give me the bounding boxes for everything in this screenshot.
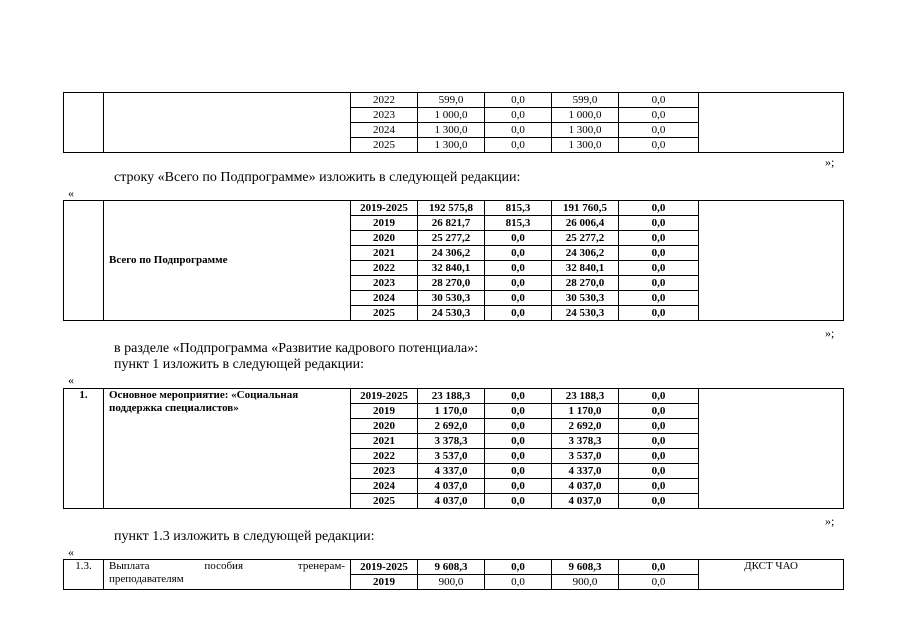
federal-cell: 0,0: [485, 464, 552, 479]
year-cell: 2023: [351, 108, 418, 123]
table-continuation: [63, 92, 844, 153]
total-cell: 900,0: [418, 575, 485, 590]
federal-cell: 815,3: [485, 201, 552, 216]
local-cell: 0,0: [619, 479, 699, 494]
total-cell: 4 337,0: [418, 464, 485, 479]
regional-cell: 599,0: [552, 93, 619, 108]
year-cell: 2019-2025: [351, 560, 418, 575]
federal-cell: 0,0: [485, 389, 552, 404]
regional-cell: 4 037,0: [552, 494, 619, 509]
paragraph: строку «Всего по Подпрограмме» изложить в следующей редакции:: [114, 170, 521, 185]
local-cell: 0,0: [619, 434, 699, 449]
federal-cell: 0,0: [485, 123, 552, 138]
federal-cell: 0,0: [485, 93, 552, 108]
regional-cell: 32 840,1: [552, 261, 619, 276]
total-cell: 3 537,0: [418, 449, 485, 464]
paragraph: в разделе «Подпрограмма «Развитие кадрового потенциала»:: [114, 341, 479, 356]
local-cell: 0,0: [619, 575, 699, 590]
num-cell: 1.: [64, 389, 104, 509]
regional-cell: 28 270,0: [552, 276, 619, 291]
open-quote: «: [68, 186, 74, 200]
year-cell: 2023: [351, 464, 418, 479]
open-quote: «: [68, 373, 74, 387]
label-cell: Всего по Подпрограмме: [104, 201, 351, 321]
year-cell: 2023: [351, 276, 418, 291]
federal-cell: 815,3: [485, 216, 552, 231]
close-quote: »;: [825, 155, 835, 169]
regional-cell: 1 300,0: [552, 123, 619, 138]
total-cell: 30 530,3: [418, 291, 485, 306]
paragraph: пункт 1 изложить в следующей редакции:: [114, 357, 364, 372]
federal-cell: 0,0: [485, 291, 552, 306]
regional-cell: 23 188,3: [552, 389, 619, 404]
year-cell: 2022: [351, 93, 418, 108]
local-cell: 0,0: [619, 494, 699, 509]
year-cell: 2019-2025: [351, 389, 418, 404]
year-cell: 2021: [351, 434, 418, 449]
federal-cell: 0,0: [485, 246, 552, 261]
total-cell: 28 270,0: [418, 276, 485, 291]
year-cell: 2024: [351, 479, 418, 494]
local-cell: 0,0: [619, 261, 699, 276]
label-cell: Основное мероприятие: «Социальная поддержка специалистов»: [104, 389, 351, 509]
open-quote: «: [68, 545, 74, 559]
federal-cell: 0,0: [485, 575, 552, 590]
federal-cell: 0,0: [485, 276, 552, 291]
total-cell: 3 378,3: [418, 434, 485, 449]
executor-cell: [699, 389, 844, 509]
total-cell: 32 840,1: [418, 261, 485, 276]
year-cell: 2024: [351, 123, 418, 138]
executor-cell: [699, 93, 844, 153]
table-item-1: [63, 388, 844, 509]
year-cell: 2025: [351, 494, 418, 509]
local-cell: 0,0: [619, 291, 699, 306]
table-total-subprogram: [63, 200, 844, 321]
federal-cell: 0,0: [485, 560, 552, 575]
local-cell: 0,0: [619, 419, 699, 434]
total-cell: 2 692,0: [418, 419, 485, 434]
num-cell: [64, 93, 104, 153]
total-cell: 25 277,2: [418, 231, 485, 246]
label-cell: [104, 560, 351, 590]
year-cell: 2019: [351, 404, 418, 419]
label-line: преподавателям: [109, 573, 184, 585]
regional-cell: 900,0: [552, 575, 619, 590]
regional-cell: 2 692,0: [552, 419, 619, 434]
num-cell: [64, 201, 104, 321]
local-cell: 0,0: [619, 449, 699, 464]
local-cell: 0,0: [619, 93, 699, 108]
local-cell: 0,0: [619, 560, 699, 575]
federal-cell: 0,0: [485, 261, 552, 276]
table-row: [64, 93, 844, 108]
regional-cell: 30 530,3: [552, 291, 619, 306]
year-cell: 2022: [351, 449, 418, 464]
regional-cell: 9 608,3: [552, 560, 619, 575]
regional-cell: 24 530,3: [552, 306, 619, 321]
federal-cell: 0,0: [485, 306, 552, 321]
year-cell: 2022: [351, 261, 418, 276]
year-cell: 2021: [351, 246, 418, 261]
label-line: Выплата пособия тренерам-: [109, 560, 345, 572]
year-cell: 2025: [351, 306, 418, 321]
regional-cell: 1 170,0: [552, 404, 619, 419]
year-cell: 2025: [351, 138, 418, 153]
total-cell: 1 300,0: [418, 123, 485, 138]
local-cell: 0,0: [619, 246, 699, 261]
federal-cell: 0,0: [485, 419, 552, 434]
close-quote: »;: [825, 326, 835, 340]
year-cell: 2019: [351, 575, 418, 590]
regional-cell: 3 378,3: [552, 434, 619, 449]
total-cell: 1 170,0: [418, 404, 485, 419]
regional-cell: 25 277,2: [552, 231, 619, 246]
local-cell: 0,0: [619, 306, 699, 321]
regional-cell: 4 037,0: [552, 479, 619, 494]
num-cell: 1.3.: [64, 560, 104, 590]
year-cell: 2024: [351, 291, 418, 306]
label-cell: [104, 93, 351, 153]
executor-cell: ДКСТ ЧАО: [699, 560, 844, 590]
federal-cell: 0,0: [485, 404, 552, 419]
paragraph: пункт 1.3 изложить в следующей редакции:: [114, 529, 375, 544]
total-cell: 192 575,8: [418, 201, 485, 216]
year-cell: 2020: [351, 231, 418, 246]
local-cell: 0,0: [619, 464, 699, 479]
federal-cell: 0,0: [485, 108, 552, 123]
local-cell: 0,0: [619, 138, 699, 153]
year-cell: 2020: [351, 419, 418, 434]
federal-cell: 0,0: [485, 449, 552, 464]
regional-cell: 4 337,0: [552, 464, 619, 479]
regional-cell: 24 306,2: [552, 246, 619, 261]
local-cell: 0,0: [619, 201, 699, 216]
total-cell: 1 300,0: [418, 138, 485, 153]
federal-cell: 0,0: [485, 138, 552, 153]
total-cell: 4 037,0: [418, 479, 485, 494]
total-cell: 24 530,3: [418, 306, 485, 321]
year-cell: 2019: [351, 216, 418, 231]
table-item-1-3: [63, 559, 844, 590]
regional-cell: 3 537,0: [552, 449, 619, 464]
table-row: [64, 389, 844, 404]
local-cell: 0,0: [619, 231, 699, 246]
total-cell: 4 037,0: [418, 494, 485, 509]
regional-cell: 1 000,0: [552, 108, 619, 123]
local-cell: 0,0: [619, 389, 699, 404]
total-cell: 599,0: [418, 93, 485, 108]
local-cell: 0,0: [619, 108, 699, 123]
executor-cell: [699, 201, 844, 321]
total-cell: 23 188,3: [418, 389, 485, 404]
federal-cell: 0,0: [485, 494, 552, 509]
total-cell: 26 821,7: [418, 216, 485, 231]
total-cell: 9 608,3: [418, 560, 485, 575]
regional-cell: 191 760,5: [552, 201, 619, 216]
federal-cell: 0,0: [485, 434, 552, 449]
close-quote: »;: [825, 514, 835, 528]
regional-cell: 1 300,0: [552, 138, 619, 153]
year-cell: 2019-2025: [351, 201, 418, 216]
table-row: [64, 560, 844, 575]
local-cell: 0,0: [619, 404, 699, 419]
total-cell: 24 306,2: [418, 246, 485, 261]
local-cell: 0,0: [619, 216, 699, 231]
table-row: [64, 201, 844, 216]
local-cell: 0,0: [619, 276, 699, 291]
federal-cell: 0,0: [485, 231, 552, 246]
federal-cell: 0,0: [485, 479, 552, 494]
total-cell: 1 000,0: [418, 108, 485, 123]
regional-cell: 26 006,4: [552, 216, 619, 231]
local-cell: 0,0: [619, 123, 699, 138]
